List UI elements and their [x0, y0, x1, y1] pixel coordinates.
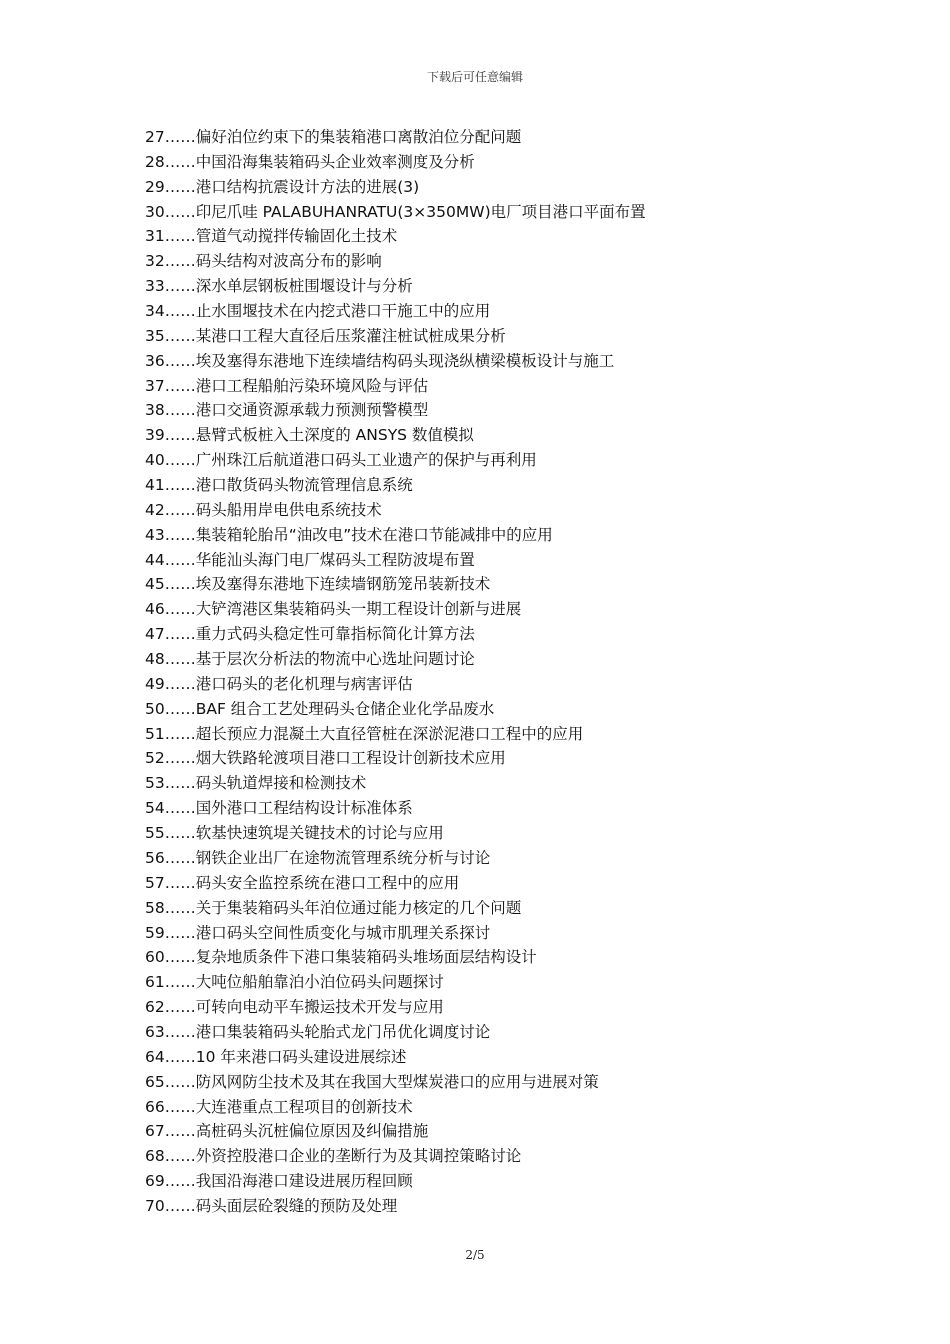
list-item: 55……软基快速筑堤关键技术的讨论与应用 [145, 824, 444, 843]
page-header: 下载后可任意编辑 [426, 70, 523, 84]
list-item: 37……港口工程船舶污染环境风险与评估 [145, 376, 429, 395]
list-item: 58……关于集装箱码头年泊位通过能力核定的几个问题 [145, 898, 522, 917]
list-item: 27……偏好泊位约束下的集装箱港口离散泊位分配问题 [145, 128, 522, 146]
list-item: 50……BAF 组合工艺处理码头仓储企业化学品废水 [145, 699, 495, 718]
list-item: 65……防风网防尘技术及其在我国大型煤炭港口的应用与进展对策 [145, 1072, 599, 1091]
list-item: 39……悬臂式板桩入土深度的 ANSYS 数值模拟 [145, 426, 474, 445]
list-item: 33……深水单层钢板桩围堰设计与分析 [145, 277, 413, 296]
list-item: 44……华能汕头海门电厂煤码头工程防波堤布置 [145, 550, 475, 569]
list-item: 56……钢铁企业出厂在途物流管理系统分析与讨论 [145, 848, 491, 867]
list-item: 42……码头船用岸电供电系统技术 [145, 500, 382, 519]
list-item: 48……基于层次分析法的物流中心选址问题讨论 [145, 650, 475, 669]
list-item: 35……某港口工程大直径后压浆灌注桩试桩成果分析 [145, 326, 506, 345]
list-item: 36……埃及塞得东港地下连续墙结构码头现浇纵横梁模板设计与施工 [145, 351, 615, 370]
list-item: 29……港口结构抗震设计方法的进展(3) [145, 177, 420, 196]
list-item: 67……高桩码头沉桩偏位原因及纠偏措施 [145, 1122, 429, 1141]
list-item: 45……埃及塞得东港地下连续墙钢筋笼吊装新技术 [145, 575, 491, 594]
list-item: 70……码头面层砼裂缝的预防及处理 [145, 1196, 398, 1215]
list-item: 52……烟大铁路轮渡项目港口工程设计创新技术应用 [145, 749, 506, 768]
list-item: 59……港口码头空间性质变化与城市肌理关系探讨 [145, 923, 491, 942]
list-item: 64……10 年来港口码头建设进展综述 [145, 1047, 407, 1066]
list-item: 41……港口散货码头物流管理信息系统 [145, 476, 413, 495]
list-item: 62……可转向电动平车搬运技术开发与应用 [145, 998, 444, 1017]
list-item: 31……管道气动搅拌传输固化土技术 [145, 227, 398, 246]
list-item: 28……中国沿海集装箱码头企业效率测度及分析 [145, 152, 475, 171]
list-item: 46……大铲湾港区集装箱码头一期工程设计创新与进展 [145, 600, 522, 619]
list-item: 61……大吨位船舶靠泊小泊位码头问题探讨 [145, 973, 444, 992]
list-item: 43……集装箱轮胎吊“油改电”技术在港口节能减排中的应用 [145, 525, 553, 544]
list-item: 57……码头安全监控系统在港口工程中的应用 [145, 873, 460, 892]
list-item: 51……超长预应力混凝土大直径管桩在深淤泥港口工程中的应用 [145, 724, 584, 743]
list-item: 69……我国沿海港口建设进展历程回顾 [145, 1172, 413, 1191]
list-item: 49……港口码头的老化机理与病害评估 [145, 674, 413, 693]
list-item: 54……国外港口工程结构设计标准体系 [145, 799, 413, 818]
list-item: 40……广州珠江后航道港口码头工业遗产的保护与再利用 [145, 451, 537, 470]
page-number: 2/5 [465, 1248, 485, 1262]
list-item: 32……码头结构对波高分布的影响 [145, 252, 382, 271]
list-item: 63……港口集装箱码头轮胎式龙门吊优化调度讨论 [145, 1022, 491, 1041]
list-item: 34……止水围堰技术在内挖式港口干施工中的应用 [145, 302, 491, 321]
list-item: 53……码头轨道焊接和检测技术 [145, 774, 367, 793]
list-item: 60……复杂地质条件下港口集装箱码头堆场面层结构设计 [145, 948, 537, 967]
topic-list [145, 125, 865, 1219]
list-item: 66……大连港重点工程项目的创新技术 [145, 1097, 413, 1116]
list-item: 68……外资控股港口企业的垄断行为及其调控策略讨论 [145, 1147, 522, 1166]
list-item: 47……重力式码头稳定性可靠指标简化计算方法 [145, 625, 475, 644]
list-item: 30……印尼爪哇 PALABUHANRATU(3×350MW)电厂项目港口平面布置 [145, 202, 646, 221]
list-item: 38……港口交通资源承载力预测预警模型 [145, 401, 429, 420]
